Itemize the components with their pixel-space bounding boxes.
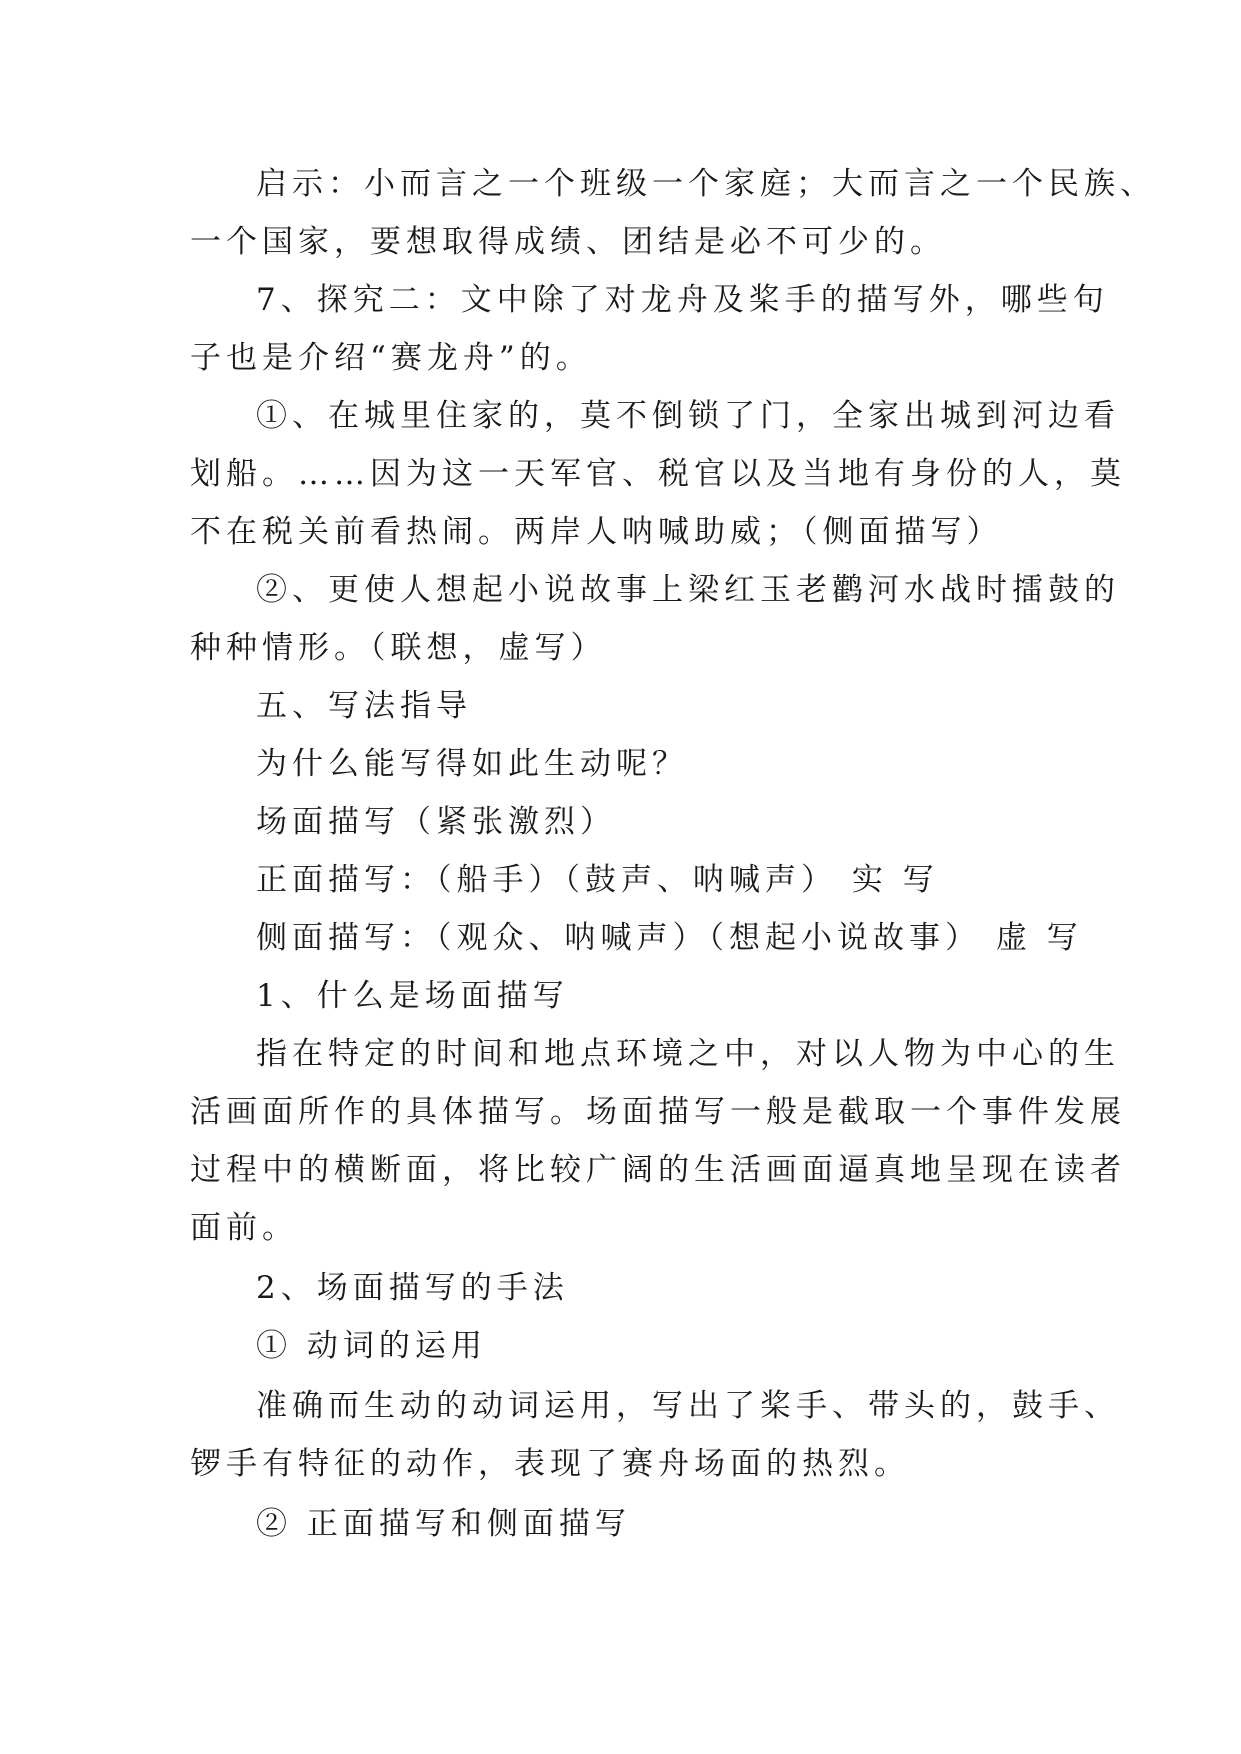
section-heading: 五、写法指导: [256, 688, 472, 724]
text-line: 面前。: [190, 1210, 298, 1246]
text-line: 子也是介绍“赛龙舟”的。: [190, 340, 592, 376]
text-line: 不在税关前看热闹。两岸人呐喊助威；（侧面描写）: [190, 514, 1003, 550]
subsection-heading: 2、场面描写的手法: [256, 1270, 569, 1306]
text-line: ① 动词的运用: [256, 1328, 487, 1364]
text-line: ①、在城里住家的，莫不倒锁了门，全家出城到河边看: [256, 398, 1120, 434]
text-line: 一个国家，要想取得成绩、团结是必不可少的。: [190, 224, 946, 260]
subsection-heading: 1、什么是场面描写: [256, 978, 569, 1014]
text-line: 7、探究二：文中除了对龙舟及桨手的描写外，哪些句: [256, 282, 1109, 318]
text-line: 锣手有特征的动作，表现了赛舟场面的热烈。: [190, 1446, 910, 1482]
text-line: 准确而生动的动词运用，写出了桨手、带头的，鼓手、: [256, 1388, 1120, 1424]
text-line: ②、更使人想起小说故事上梁红玉老鹳河水战时擂鼓的: [256, 572, 1120, 608]
text-line: 侧面描写：（观众、呐喊声）（想起小说故事） 虚 写: [256, 920, 1083, 956]
text-line: 种种情形。（联想，虚写）: [190, 630, 607, 666]
text-line: 划船。……因为这一天军官、税官以及当地有身份的人，莫: [190, 456, 1126, 492]
text-line: 指在特定的时间和地点环境之中，对以人物为中心的生: [256, 1036, 1120, 1072]
text-line: 活画面所作的具体描写。场面描写一般是截取一个事件发展: [190, 1094, 1126, 1130]
text-line: 正面描写：（船手）（鼓声、呐喊声） 实 写: [256, 862, 939, 898]
text-line: 过程中的横断面，将比较广阔的生活画面逼真地呈现在读者: [190, 1152, 1126, 1188]
text-line: 为什么能写得如此生动呢？: [256, 746, 688, 782]
text-line: 启示：小而言之一个班级一个家庭；大而言之一个民族、: [256, 166, 1156, 202]
text-line: 场面描写（紧张激烈）: [256, 804, 616, 840]
text-line: ② 正面描写和侧面描写: [256, 1506, 631, 1542]
